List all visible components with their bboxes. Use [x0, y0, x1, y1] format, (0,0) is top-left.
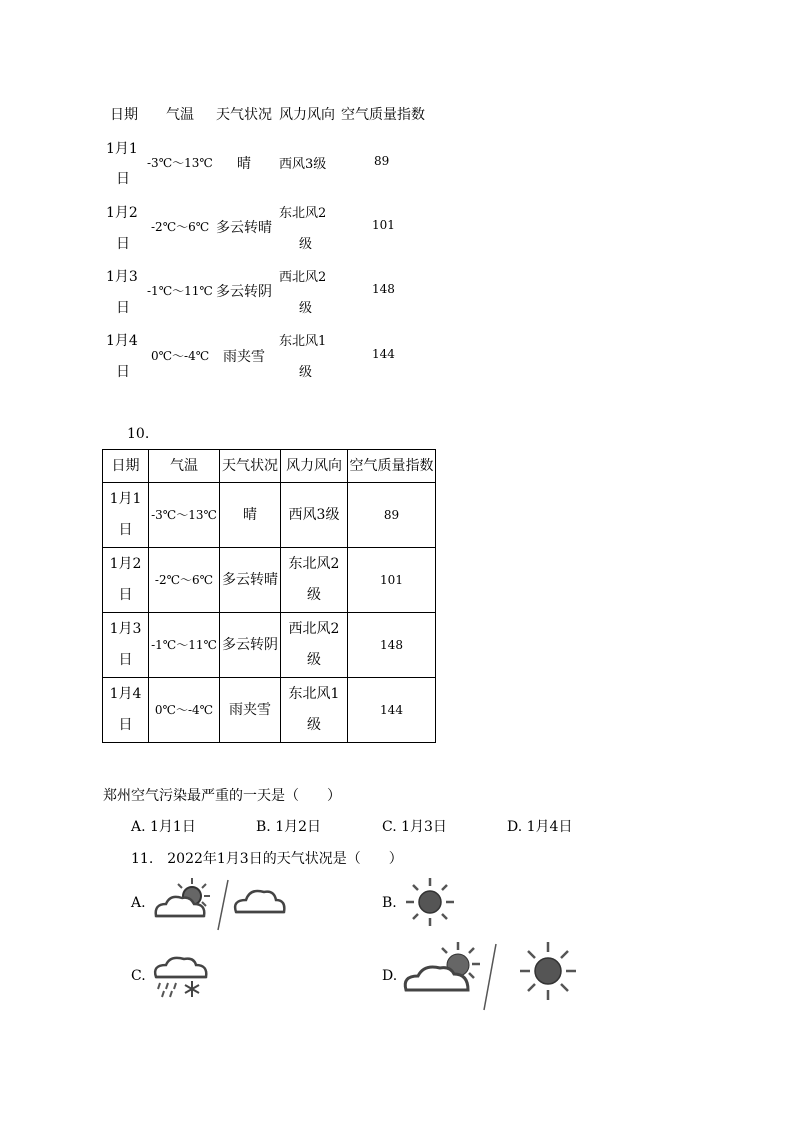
sleet-icon[interactable]	[150, 951, 212, 999]
cell-date: 1月2 日	[103, 548, 149, 613]
plain-row2-wind-a: 东北风2	[279, 206, 327, 221]
plain-row3-date-b: 日	[116, 300, 130, 316]
plain-row2-date-b: 日	[116, 236, 130, 252]
cell-aqi: 144	[348, 678, 436, 743]
plain-row4-date-a: 1月4	[106, 333, 138, 349]
q11-option-a-label[interactable]: A.	[131, 895, 146, 911]
plain-row3-wind-b: 级	[299, 301, 313, 316]
plain-row3-aqi: 148	[372, 282, 395, 296]
plain-row4-date-b: 日	[116, 364, 130, 380]
plain-row3-weather: 多云转阴	[216, 284, 272, 300]
cell-weather: 多云转晴	[220, 548, 281, 613]
sunny-icon	[520, 942, 576, 1000]
separator-slash	[218, 880, 228, 930]
q10-option-a[interactable]: A. 1月1日	[131, 819, 196, 835]
header-wind: 风力风向	[281, 450, 348, 483]
plain-row1-weather: 晴	[237, 156, 251, 172]
cell-wind: 西风3级	[281, 483, 348, 548]
plain-row3-temp: -1℃～11℃	[147, 284, 213, 298]
q11-option-b-label[interactable]: B.	[382, 895, 397, 911]
plain-row2-aqi: 101	[372, 218, 395, 232]
cell-wind: 东北风1 级	[281, 678, 348, 743]
partly-cloudy-icon	[156, 878, 210, 916]
cell-temp: -1℃～11℃	[149, 613, 220, 678]
separator-slash	[484, 944, 496, 1010]
cell-date: 1月4 日	[103, 678, 149, 743]
cell-wind: 西北风2 级	[281, 613, 348, 678]
cloudy-icon	[235, 891, 284, 912]
cell-aqi: 148	[348, 613, 436, 678]
plain-row4-wind-a: 东北风1	[279, 334, 327, 349]
cell-temp: 0℃～-4℃	[149, 678, 220, 743]
q11-option-d-icons[interactable]	[402, 938, 586, 1014]
cell-weather: 晴	[220, 483, 281, 548]
plain-row4-temp: 0℃～-4℃	[151, 349, 210, 363]
cell-aqi: 89	[348, 483, 436, 548]
q10-table	[102, 449, 436, 743]
plain-row2-temp: -2℃～6℃	[151, 220, 210, 234]
plain-row1-date-a: 1月1	[106, 141, 138, 157]
cell-wind: 东北风2 级	[281, 548, 348, 613]
header-date: 日期	[103, 450, 149, 483]
plain-row1-temp: -3℃～13℃	[147, 156, 213, 170]
plain-row2-date-a: 1月2	[106, 205, 138, 221]
plain-row3-wind-a: 西北风2	[279, 270, 327, 285]
q10-option-d[interactable]: D. 1月4日	[507, 819, 573, 835]
q10-question: 郑州空气污染最严重的一天是（ ）	[103, 788, 341, 804]
plain-header-date: 日期	[110, 107, 138, 123]
q11-option-a-icons[interactable]	[150, 874, 290, 934]
sunny-icon[interactable]	[400, 876, 462, 928]
partly-cloudy-icon	[405, 942, 480, 990]
table-row	[103, 548, 436, 613]
header-weather: 天气状况	[220, 450, 281, 483]
plain-header-wind: 风力风向	[279, 107, 335, 123]
cell-aqi: 101	[348, 548, 436, 613]
cell-weather: 多云转阴	[220, 613, 281, 678]
plain-row1-wind-a: 西风3级	[279, 157, 327, 172]
plain-header-weather: 天气状况	[216, 107, 272, 123]
plain-row4-aqi: 144	[372, 347, 395, 361]
q10-option-b[interactable]: B. 1月2日	[256, 819, 322, 835]
table-row	[103, 483, 436, 548]
cell-temp: -2℃～6℃	[149, 548, 220, 613]
q10-option-c[interactable]: C. 1月3日	[382, 819, 447, 835]
table-row	[103, 678, 436, 743]
q11-question: 11. 2022年1月3日的天气状况是（ ）	[131, 851, 403, 867]
q11-option-c-label[interactable]: C.	[131, 968, 146, 984]
plain-header-temp: 气温	[166, 107, 194, 123]
plain-header-aqi: 空气质量指数	[341, 107, 425, 123]
plain-row2-weather: 多云转晴	[216, 220, 272, 236]
cell-weather: 雨夹雪	[220, 678, 281, 743]
table-row	[103, 613, 436, 678]
q10-number: 10.	[127, 426, 150, 442]
cell-date: 1月1 日	[103, 483, 149, 548]
plain-row4-weather: 雨夹雪	[223, 349, 265, 365]
plain-row2-wind-b: 级	[299, 237, 313, 252]
plain-row1-date-b: 日	[116, 171, 130, 187]
plain-row1-aqi: 89	[374, 154, 390, 168]
header-aqi: 空气质量指数	[348, 450, 436, 483]
q11-option-d-label[interactable]: D.	[382, 968, 398, 984]
table-header-row	[103, 450, 436, 483]
header-temp: 气温	[149, 450, 220, 483]
plain-row3-date-a: 1月3	[106, 269, 138, 285]
plain-row4-wind-b: 级	[299, 365, 313, 380]
cell-temp: -3℃～13℃	[149, 483, 220, 548]
cell-date: 1月3 日	[103, 613, 149, 678]
